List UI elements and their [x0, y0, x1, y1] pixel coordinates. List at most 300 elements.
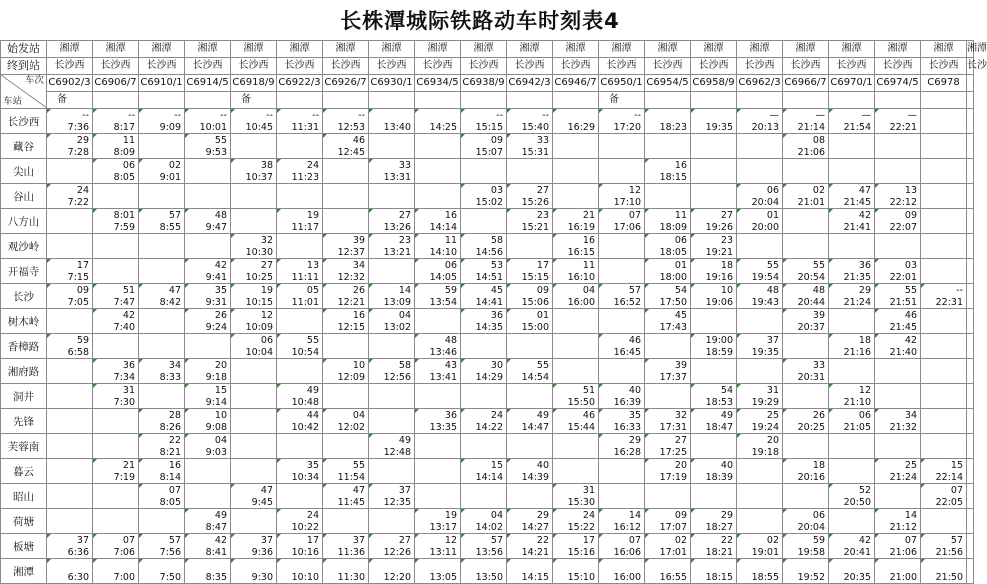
arrival-time: 27 [536, 185, 549, 196]
arrival-time: 18 [858, 335, 871, 346]
train-number-cell: C6942/3 [507, 75, 553, 92]
destination-cell: 长沙西 [875, 58, 921, 75]
arrival-time: 42 [122, 310, 135, 321]
time-cell [185, 434, 231, 459]
departure-time: 16:10 [567, 272, 595, 283]
note-text: 备 [241, 94, 251, 105]
time-cell [231, 184, 277, 209]
arrival-time: 15 [950, 460, 963, 471]
departure-time: 19:26 [705, 222, 733, 233]
arrival-time: 17 [306, 535, 319, 546]
station-name: 湘潭 [1, 559, 47, 584]
arrival-time: 34 [352, 260, 365, 271]
time-cell [93, 409, 139, 434]
arrival-time: 51 [582, 385, 595, 396]
arrival-time: 11 [122, 135, 135, 146]
cell-marker [323, 484, 327, 488]
time-cell [645, 509, 691, 534]
time-cell [461, 334, 507, 359]
destination-cell: 长沙西 [185, 58, 231, 75]
cell-marker [783, 534, 787, 538]
cell-marker [645, 509, 649, 513]
departure-time: 12:53 [337, 122, 365, 133]
destination-cell: 长沙西 [231, 58, 277, 75]
cell-marker [507, 134, 511, 138]
departure-time: 7:15 [67, 272, 89, 283]
time-cell [507, 559, 553, 584]
arrival-time: 59 [444, 285, 457, 296]
origin-cell: 湘潭 [967, 41, 974, 58]
time-cell [93, 359, 139, 384]
cell-marker [691, 509, 695, 513]
cell-marker [277, 209, 281, 213]
destination-cell: 长沙西 [47, 58, 93, 75]
origin-cell: 湘潭 [875, 41, 921, 58]
time-cell [369, 409, 415, 434]
arrival-time: 09 [536, 285, 549, 296]
cell-marker [645, 409, 649, 413]
departure-time: 6:58 [67, 347, 89, 358]
cell-marker [645, 259, 649, 263]
time-cell [139, 234, 185, 259]
arrival-time: 26 [352, 285, 365, 296]
time-cell [829, 309, 875, 334]
cell-marker [93, 534, 97, 538]
time-cell [277, 134, 323, 159]
departure-time: 9:53 [205, 147, 227, 158]
departure-time: 7:22 [67, 197, 89, 208]
departure-time: 10:30 [245, 247, 273, 258]
station-name: 尖山 [1, 159, 47, 184]
station-name: 洞井 [1, 384, 47, 409]
departure-time: 16:12 [613, 522, 641, 533]
cell-marker [645, 159, 649, 163]
time-cell [185, 534, 231, 559]
cell-marker [875, 534, 879, 538]
departure-time: 13:21 [383, 247, 411, 258]
note-cell [185, 92, 231, 109]
arrival-time: 49 [306, 385, 319, 396]
time-cell [553, 384, 599, 409]
time-cell [93, 284, 139, 309]
time-cell [185, 159, 231, 184]
time-cell [599, 184, 645, 209]
cell-marker [231, 334, 235, 338]
departure-time: 21:40 [889, 347, 917, 358]
time-cell [507, 159, 553, 184]
time-cell [783, 459, 829, 484]
arrival-time: 29 [76, 135, 89, 146]
time-cell [645, 284, 691, 309]
origin-cell: 湘潭 [93, 41, 139, 58]
time-cell [323, 509, 369, 534]
arrival-time: 23 [720, 235, 733, 246]
departure-time: 13:05 [429, 572, 457, 583]
time-cell [461, 459, 507, 484]
cell-marker [461, 234, 465, 238]
train-number-cell: C6974/5 [875, 75, 921, 92]
time-cell [783, 409, 829, 434]
time-cell [921, 434, 967, 459]
time-cell [93, 234, 139, 259]
departure-time: 9:30 [251, 572, 273, 583]
time-cell [645, 409, 691, 434]
departure-time: 10:10 [291, 572, 319, 583]
arrival-time: 49 [398, 435, 411, 446]
time-cell [185, 184, 231, 209]
departure-time: 8:05 [113, 172, 135, 183]
time-cell [875, 384, 921, 409]
time-cell [645, 459, 691, 484]
time-cell [737, 559, 783, 584]
time-cell [185, 259, 231, 284]
cell-marker [645, 284, 649, 288]
time-cell [737, 384, 783, 409]
station-row [1, 459, 974, 484]
cell-marker [369, 309, 373, 313]
departure-time: 21:06 [797, 147, 825, 158]
departure-time: 20:35 [843, 572, 871, 583]
time-cell [783, 209, 829, 234]
arrival-time: 46 [628, 335, 641, 346]
arrival-time: 21 [122, 460, 135, 471]
arrival-time: 40 [720, 460, 733, 471]
departure-time: 18:23 [659, 122, 687, 133]
time-cell [277, 309, 323, 334]
station-row [1, 484, 974, 509]
cell-marker [277, 334, 281, 338]
arrival-time: 26 [214, 310, 227, 321]
time-cell [369, 334, 415, 359]
cell-marker [553, 234, 557, 238]
cell-marker [921, 484, 925, 488]
time-cell [323, 109, 369, 134]
time-cell [829, 209, 875, 234]
time-cell [829, 284, 875, 309]
time-cell [553, 209, 599, 234]
departure-time: 12:32 [337, 272, 365, 283]
cell-marker [139, 159, 143, 163]
time-cell [277, 159, 323, 184]
departure-time: 14:02 [475, 522, 503, 533]
time-cell [415, 559, 461, 584]
arrival-time: 42 [214, 260, 227, 271]
cell-marker [553, 509, 557, 513]
cell-marker [691, 559, 695, 563]
departure-time: 13:31 [383, 172, 411, 183]
arrival-time: 55 [352, 460, 365, 471]
departure-time: 15:00 [521, 322, 549, 333]
cell-marker [185, 534, 189, 538]
cell-marker [93, 459, 97, 463]
departure-time: 17:01 [659, 547, 687, 558]
time-cell [415, 284, 461, 309]
departure-time: 14:25 [429, 122, 457, 133]
departure-time: 8:05 [159, 497, 181, 508]
cell-marker [277, 384, 281, 388]
departure-time: 8:41 [205, 547, 227, 558]
arrival-time: 01 [536, 310, 549, 321]
time-cell [93, 134, 139, 159]
arrival-time: -- [496, 110, 503, 121]
time-cell [875, 334, 921, 359]
departure-time: 15:16 [567, 547, 595, 558]
cell-marker [47, 184, 51, 188]
time-cell [829, 384, 875, 409]
arrival-time: 39 [352, 235, 365, 246]
arrival-time: 36 [858, 260, 871, 271]
arrival-time: 31 [582, 485, 595, 496]
cell-marker [737, 184, 741, 188]
cell-marker [921, 534, 925, 538]
time-cell [507, 184, 553, 209]
arrival-time: 38 [260, 160, 273, 171]
arrival-time: 51 [122, 285, 135, 296]
time-cell [645, 334, 691, 359]
arrival-time: 05 [306, 285, 319, 296]
cell-marker [461, 534, 465, 538]
time-cell [47, 334, 93, 359]
arrival-time: 16 [674, 160, 687, 171]
departure-time: 17:10 [613, 197, 641, 208]
time-cell [231, 359, 277, 384]
time-cell [93, 259, 139, 284]
cell-marker [921, 459, 925, 463]
cell-marker [369, 109, 373, 113]
departure-time: 12:45 [337, 147, 365, 158]
time-cell [139, 534, 185, 559]
origin-cell: 湘潭 [507, 41, 553, 58]
time-cell [93, 484, 139, 509]
station-row [1, 559, 974, 584]
arrival-time: 8:01 [113, 210, 135, 221]
time-cell [875, 284, 921, 309]
arrival-time: 14 [398, 285, 411, 296]
cell-marker [369, 159, 373, 163]
departure-time: 19:35 [705, 122, 733, 133]
departure-time: 15:06 [521, 297, 549, 308]
note-cell [323, 92, 369, 109]
departure-time: 9:01 [159, 172, 181, 183]
cell-marker [737, 434, 741, 438]
time-cell [461, 234, 507, 259]
departure-time: 20:37 [797, 322, 825, 333]
time-cell [93, 109, 139, 134]
time-cell [829, 259, 875, 284]
cell-marker [323, 234, 327, 238]
arrival-time: 02 [766, 535, 779, 546]
cell-marker [507, 109, 511, 113]
departure-time: 8:33 [159, 372, 181, 383]
cell-marker [507, 534, 511, 538]
cell-marker [185, 509, 189, 513]
arrival-time: 06 [858, 410, 871, 421]
departure-time: 22:31 [935, 297, 963, 308]
time-cell [139, 134, 185, 159]
arrival-time: 01 [766, 210, 779, 221]
departure-time: 9:41 [205, 272, 227, 283]
time-cell [231, 159, 277, 184]
station-row [1, 159, 974, 184]
station-name: 树木岭 [1, 309, 47, 334]
cell-marker [599, 209, 603, 213]
cell-marker [507, 509, 511, 513]
departure-time: 7:05 [67, 297, 89, 308]
time-cell [783, 309, 829, 334]
time-cell [967, 234, 974, 259]
arrival-time: 08 [812, 135, 825, 146]
departure-time: 14:29 [475, 372, 503, 383]
arrival-time: -- [956, 285, 963, 296]
time-cell [783, 434, 829, 459]
departure-time: 7:00 [113, 572, 135, 583]
time-cell [323, 559, 369, 584]
time-cell [691, 109, 737, 134]
departure-time: 10:09 [245, 322, 273, 333]
cell-marker [93, 559, 97, 563]
arrival-time: 04 [490, 510, 503, 521]
cell-marker [645, 234, 649, 238]
time-cell [553, 459, 599, 484]
time-cell [553, 284, 599, 309]
arrival-time: 23 [398, 235, 411, 246]
time-cell [783, 559, 829, 584]
cell-marker [323, 559, 327, 563]
departure-time: 7:19 [113, 472, 135, 483]
time-cell [507, 359, 553, 384]
station-name: 藏谷 [1, 134, 47, 159]
time-cell [553, 359, 599, 384]
train-number-cell: C6918/9 [231, 75, 277, 92]
departure-time: 19:18 [751, 447, 779, 458]
time-cell [737, 434, 783, 459]
time-cell [875, 359, 921, 384]
cell-marker [737, 559, 741, 563]
destination-cell: 长沙西 [323, 58, 369, 75]
time-cell [231, 409, 277, 434]
time-cell [47, 134, 93, 159]
note-cell [139, 92, 185, 109]
time-cell [783, 359, 829, 384]
time-cell [967, 409, 974, 434]
origin-cell: 湘潭 [461, 41, 507, 58]
arrival-time: -- [128, 110, 135, 121]
time-cell [415, 334, 461, 359]
cell-marker [139, 534, 143, 538]
time-cell [461, 259, 507, 284]
departure-time: 8:26 [159, 422, 181, 433]
time-cell [967, 359, 974, 384]
time-cell [921, 259, 967, 284]
time-cell [829, 459, 875, 484]
arrival-time: 31 [766, 385, 779, 396]
time-cell [415, 209, 461, 234]
arrival-time: 42 [858, 535, 871, 546]
cell-marker [553, 559, 557, 563]
time-cell [369, 509, 415, 534]
cell-marker [783, 134, 787, 138]
station-row [1, 359, 974, 384]
cell-marker [599, 384, 603, 388]
time-cell [599, 484, 645, 509]
cell-marker [829, 184, 833, 188]
arrival-time: 19 [444, 510, 457, 521]
cell-marker [829, 334, 833, 338]
departure-time: 21:06 [889, 547, 917, 558]
cell-marker [139, 209, 143, 213]
cell-marker [645, 434, 649, 438]
time-cell [507, 234, 553, 259]
destination-cell: 长沙西 [139, 58, 185, 75]
time-cell [185, 209, 231, 234]
time-cell [691, 309, 737, 334]
time-cell [369, 134, 415, 159]
cell-marker [47, 559, 51, 563]
time-cell [737, 159, 783, 184]
cell-marker [507, 209, 511, 213]
cell-marker [185, 409, 189, 413]
time-cell [691, 484, 737, 509]
time-cell [277, 109, 323, 134]
arrival-time: 57 [168, 535, 181, 546]
arrival-time: 11 [444, 235, 457, 246]
time-cell [231, 134, 277, 159]
time-cell [783, 534, 829, 559]
cell-marker [645, 109, 649, 113]
time-cell [323, 259, 369, 284]
departure-time: 7:06 [113, 547, 135, 558]
time-cell [369, 384, 415, 409]
time-cell [231, 309, 277, 334]
arrival-time: 33 [536, 135, 549, 146]
time-cell [415, 309, 461, 334]
station-name: 开福寺 [1, 259, 47, 284]
cell-marker [231, 284, 235, 288]
arrival-time: — [769, 110, 779, 121]
time-cell [461, 434, 507, 459]
departure-time: 13:50 [475, 572, 503, 583]
time-cell [369, 559, 415, 584]
time-cell [231, 384, 277, 409]
time-cell [139, 509, 185, 534]
cell-marker [231, 109, 235, 113]
arrival-time: 02 [812, 185, 825, 196]
time-cell [461, 384, 507, 409]
time-cell [231, 559, 277, 584]
time-cell [737, 534, 783, 559]
departure-time: 14:54 [521, 372, 549, 383]
note-cell [461, 92, 507, 109]
departure-time: 15:22 [567, 522, 595, 533]
departure-time: 12:20 [383, 572, 411, 583]
time-cell [645, 434, 691, 459]
station-row [1, 284, 974, 309]
train-number-cell: C6914/5 [185, 75, 231, 92]
train-number-cell: C6910/1 [139, 75, 185, 92]
time-cell [93, 159, 139, 184]
departure-time: 15:44 [567, 422, 595, 433]
cell-marker [323, 409, 327, 413]
destination-cell: 长沙西 [921, 58, 967, 75]
cell-marker [691, 209, 695, 213]
time-cell [93, 384, 139, 409]
time-cell [967, 134, 974, 159]
time-cell [47, 309, 93, 334]
time-cell [875, 234, 921, 259]
arrival-time: 25 [766, 410, 779, 421]
cell-marker [323, 284, 327, 288]
time-cell [369, 259, 415, 284]
